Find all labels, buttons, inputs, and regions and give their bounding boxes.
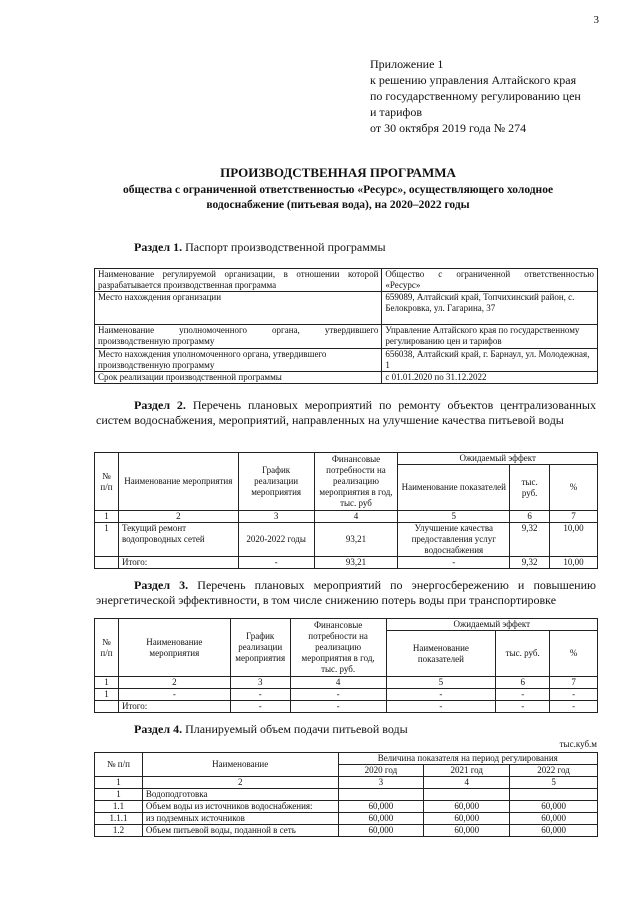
section4-number: Раздел 4. [134,722,183,736]
row-value: 60,000 [424,825,510,837]
section4-heading [96,722,596,737]
row-indicator: - [386,689,496,701]
header-pct: % [550,465,598,511]
header-effect: Ожидаемый эффект [398,453,598,465]
row-pct: - [550,689,598,701]
row-num: 1 [95,523,119,557]
section2-number: Раздел 2. [134,398,186,412]
section1-number: Раздел 1. [134,240,183,254]
table-row [95,701,598,713]
total-pct: 10,00 [550,557,598,569]
row-name: Водоподготовка [142,789,338,801]
table-row [95,689,598,701]
colnum: 5 [510,777,598,789]
header-finance: Финансовые потребности на реализацию мероприятия в год, тыс. руб [314,453,398,511]
colnum: 5 [386,677,496,689]
passport-label: Срок реализации производственной программы [95,372,382,384]
total-num [95,701,119,713]
row-num: 1.1.1 [95,813,143,825]
document-subtitle [88,183,588,213]
header-schedule: График реализации мероприятия [230,619,290,677]
row-value: 60,000 [510,801,598,813]
passport-label: Место нахождения организации [95,292,382,325]
row-num: 1 [95,689,119,701]
table-row [95,523,598,557]
passport-value: с 01.01.2020 по 31.12.2022 [382,372,598,384]
total-finance: - [290,701,386,713]
volume-table [94,752,598,837]
row-schedule: 2020-2022 годы [238,523,314,557]
total-thous: 9,32 [510,557,550,569]
table-row [95,292,598,325]
header-indicator: Наименование показателей [398,465,510,511]
header-name: Наименование [142,753,338,777]
subtitle-line: водоснабжение (питьевая вода), на 2020–2022 годы [206,199,470,211]
row-value [424,789,510,801]
section3-text: Перечень плановых мероприятий по энергосбережению и повышению энергетической эффективности, в том числе снижению потерь воды при транспортировке [96,578,596,607]
header-num: № п/п [95,619,119,677]
annex-block [370,56,581,136]
passport-value: 659089, Алтайский край, Топчихинский район, с. Белокровка, ул. Гагарина, 37 [382,292,598,325]
row-value: 60,000 [338,825,424,837]
colnum: 3 [230,677,290,689]
row-thous: - [496,689,550,701]
table-row [95,825,598,837]
colnum: 3 [338,777,424,789]
colnum: 2 [118,677,230,689]
table-row [95,349,598,372]
total-label: Итого: [118,557,238,569]
table-row [95,557,598,569]
header-year: 2022 год [510,765,598,777]
row-schedule: - [230,689,290,701]
total-schedule: - [238,557,314,569]
row-name: Текущий ремонт водопроводных сетей [118,523,238,557]
document-title: ПРОИЗВОДСТВЕННАЯ ПРОГРАММА [220,165,456,180]
passport-table [94,268,598,384]
row-name: Объем питьевой воды, поданной в сеть [142,825,338,837]
row-num: 1 [95,789,143,801]
table-row [95,813,598,825]
total-finance: 93,21 [314,557,398,569]
total-indicator: - [398,557,510,569]
header-thous: тыс. руб. [496,631,550,677]
page-number: 3 [593,14,599,26]
header-finance: Финансовые потребности на реализацию мероприятия в год, тыс. руб. [290,619,386,677]
row-value: 60,000 [510,813,598,825]
header-thous: тыс. руб. [510,465,550,511]
header-schedule: График реализации мероприятия [238,453,314,511]
table-row [95,801,598,813]
total-thous: - [496,701,550,713]
header-effect: Ожидаемый эффект [386,619,597,631]
row-thous: 9,32 [510,523,550,557]
row-value: 60,000 [424,813,510,825]
total-pct: - [550,701,598,713]
header-year: 2021 год [424,765,510,777]
row-value [338,789,424,801]
colnum: 1 [95,677,119,689]
total-num [95,557,119,569]
table-row [95,511,598,523]
energy-table [94,618,598,713]
section3-number: Раздел 3. [134,578,189,592]
row-name: - [118,689,230,701]
row-value: 60,000 [338,801,424,813]
annex-line: от 30 октября 2019 года № 274 [370,121,527,135]
header-name: Наименование мероприятия [118,619,230,677]
row-indicator: Улучшение качества предоставления услуг водоснабжения [398,523,510,557]
row-finance: - [290,689,386,701]
total-label: Итого: [118,701,230,713]
annex-line: Приложение 1 [370,57,444,71]
row-num: 1.2 [95,825,143,837]
row-value: 60,000 [510,825,598,837]
colnum: 2 [118,511,238,523]
colnum: 4 [290,677,386,689]
annex-line: и тарифов [370,105,423,119]
passport-label: Наименование регулируемой организации, в отношении которой разрабатывается производственная программа [95,269,382,292]
passport-label: Наименование уполномоченного органа, утвердившего производственную программу [95,325,382,349]
table-row [95,325,598,349]
table-row [95,372,598,384]
section1-heading [96,240,596,255]
header-num: № п/п [95,453,119,511]
header-year: 2020 год [338,765,424,777]
table-row [95,753,598,765]
header-num: № п/п [95,753,143,777]
section4-text: Планируемый объем подачи питьевой воды [185,722,408,736]
colnum: 6 [510,511,550,523]
colnum: 7 [550,511,598,523]
colnum: 2 [142,777,338,789]
passport-value: 656038, Алтайский край, г. Барнаул, ул. Молодежная, 1 [382,349,598,372]
total-schedule: - [230,701,290,713]
colnum: 6 [496,677,550,689]
section2-text: Перечень плановых мероприятий по ремонту объектов централизованных систем водоснабжения, мероприятий, направленных на улучшение качества питьевой воды [96,398,596,427]
row-pct: 10,00 [550,523,598,557]
annex-line: к решению управления Алтайского края [370,73,577,87]
table-row [95,777,598,789]
unit-label: тыс.куб.м [559,739,597,749]
table-row [95,619,598,631]
passport-label: Место нахождения уполномоченного органа, утвердившего производственную программу [95,349,382,372]
header-indicator: Наименование показателей [386,631,496,677]
subtitle-line: общества с ограниченной ответственностью «Ресурс», осуществляющего холодное [122,184,554,196]
colnum: 4 [424,777,510,789]
section3-heading [96,578,596,608]
header-name: Наименование мероприятия [118,453,238,511]
colnum: 5 [398,511,510,523]
row-name: Объем воды из источников водоснабжения: [142,801,338,813]
header-pct: % [550,631,598,677]
table-row [95,677,598,689]
row-num: 1.1 [95,801,143,813]
row-finance: 93,21 [314,523,398,557]
table-row [95,269,598,292]
colnum: 4 [314,511,398,523]
colnum: 7 [550,677,598,689]
row-name: из подземных источников [142,813,338,825]
row-value [510,789,598,801]
colnum: 1 [95,511,119,523]
header-period: Величина показателя на период регулирования [338,753,597,765]
row-value: 60,000 [424,801,510,813]
total-indicator: - [386,701,496,713]
section1-text: Паспорт производственной программы [185,240,386,254]
table-row [95,453,598,465]
repair-table [94,452,598,569]
passport-value: Управление Алтайского края по государственному регулированию цен и тарифов [382,325,598,349]
section2-heading [96,398,596,428]
annex-line: по государственному регулированию цен [370,89,581,103]
row-value: 60,000 [338,813,424,825]
table-row [95,789,598,801]
colnum: 3 [238,511,314,523]
colnum: 1 [95,777,143,789]
passport-value: Общество с ограниченной ответственностью «Ресурс» [382,269,598,292]
